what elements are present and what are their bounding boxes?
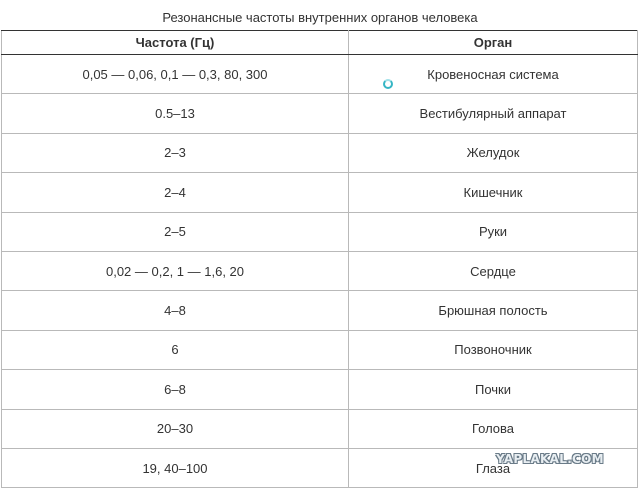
organ-cell: Брюшная полость (349, 291, 638, 330)
table-row (2, 291, 638, 330)
organ-cell: Вестибулярный аппарат (349, 94, 638, 133)
table-header-row (2, 31, 638, 55)
site-watermark: YAPLAKAL.COM (496, 452, 604, 466)
organ-cell: Позвоночник (349, 330, 638, 369)
table-row (2, 55, 638, 94)
organ-cell: Кровеносная система (349, 55, 638, 94)
frequency-cell: 6 (2, 330, 349, 369)
table-row (2, 173, 638, 212)
organ-cell: Руки (349, 212, 638, 251)
table-row (2, 94, 638, 133)
organ-cell: Голова (349, 409, 638, 448)
frequency-cell: 2–3 (2, 133, 349, 172)
frequency-cell: 19, 40–100 (2, 448, 349, 487)
organ-cell: Почки (349, 370, 638, 409)
frequency-table (1, 30, 638, 488)
table-row (2, 133, 638, 172)
frequency-cell: 0.5–13 (2, 94, 349, 133)
frequency-cell: 6–8 (2, 370, 349, 409)
column-header-frequency: Частота (Гц) (2, 31, 349, 55)
frequency-cell: 0,05 — 0,06, 0,1 — 0,3, 80, 300 (2, 55, 349, 94)
table-row (2, 330, 638, 369)
table-row (2, 409, 638, 448)
spinner-icon (383, 79, 393, 89)
page-title: Резонансные частоты внутренних органов человека (162, 10, 478, 25)
frequency-cell: 20–30 (2, 409, 349, 448)
frequency-cell: 2–4 (2, 173, 349, 212)
table-row (2, 212, 638, 251)
organ-cell: Глаза (349, 448, 638, 487)
organ-cell: Кишечник (349, 173, 638, 212)
table-row (2, 370, 638, 409)
frequency-cell: 2–5 (2, 212, 349, 251)
organ-cell: Желудок (349, 133, 638, 172)
frequency-cell: 0,02 — 0,2, 1 — 1,6, 20 (2, 251, 349, 290)
frequency-cell: 4–8 (2, 291, 349, 330)
organ-cell: Сердце (349, 251, 638, 290)
column-header-organ: Орган (349, 31, 638, 55)
table-row (2, 251, 638, 290)
